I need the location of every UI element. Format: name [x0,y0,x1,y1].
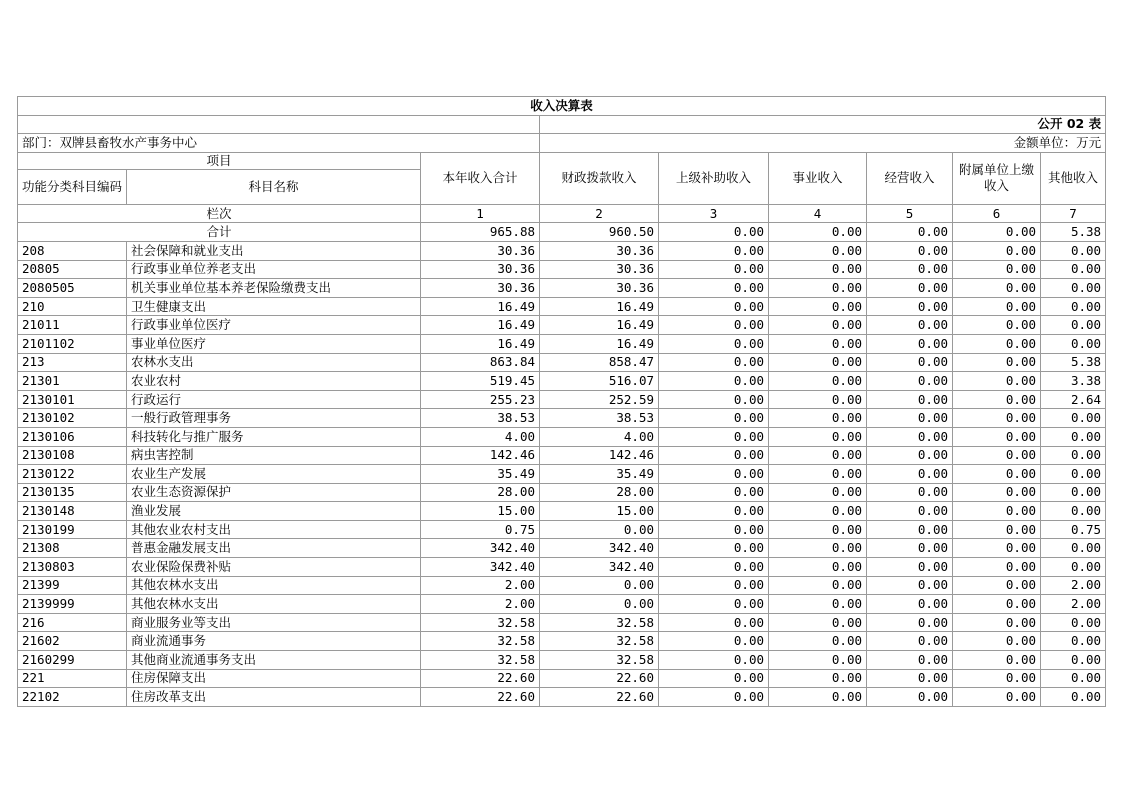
row-name: 农林水支出 [127,353,421,372]
row-value: 0.00 [867,669,953,688]
row-value: 0.00 [659,390,769,409]
row-value: 0.00 [953,279,1041,298]
row-name: 商业流通事务 [127,632,421,651]
row-value: 0.00 [1041,409,1106,428]
row-value: 0.00 [1041,260,1106,279]
row-value: 35.49 [540,465,659,484]
row-value: 2.64 [1041,390,1106,409]
row-value: 0.00 [953,465,1041,484]
row-code: 2130122 [18,465,127,484]
header-operating: 经营收入 [867,152,953,204]
row-value: 0.00 [867,502,953,521]
row-value: 0.00 [1041,651,1106,670]
row-value: 32.58 [421,651,540,670]
row-value: 519.45 [421,372,540,391]
row-value: 0.00 [867,297,953,316]
column-number: 6 [953,204,1041,223]
row-value: 0.00 [659,297,769,316]
row-value: 2.00 [1041,595,1106,614]
total-value: 965.88 [421,223,540,242]
column-number: 7 [1041,204,1106,223]
row-value: 30.36 [540,260,659,279]
row-value: 0.00 [953,241,1041,260]
row-value: 0.00 [1041,483,1106,502]
header-total: 本年收入合计 [421,152,540,204]
row-value: 0.00 [659,688,769,707]
header-name: 科目名称 [127,169,421,204]
row-code: 221 [18,669,127,688]
row-value: 0.00 [769,241,867,260]
row-value: 0.00 [769,688,867,707]
row-value: 0.00 [867,520,953,539]
row-value: 0.00 [867,409,953,428]
row-value: 0.00 [1041,465,1106,484]
row-value: 16.49 [540,316,659,335]
row-value: 0.00 [540,595,659,614]
row-name: 事业单位医疗 [127,334,421,353]
table-row [18,576,1106,595]
total-label: 合计 [18,223,421,242]
row-value: 0.00 [867,576,953,595]
row-value: 0.00 [867,651,953,670]
row-value: 0.00 [953,372,1041,391]
row-value: 0.00 [953,688,1041,707]
total-value: 5.38 [1041,223,1106,242]
table-row [18,334,1106,353]
row-value: 38.53 [540,409,659,428]
row-name: 住房改革支出 [127,688,421,707]
row-value: 0.00 [867,595,953,614]
row-code: 210 [18,297,127,316]
table-row [18,539,1106,558]
row-value: 0.00 [769,613,867,632]
row-value: 0.00 [769,558,867,577]
row-value: 16.49 [421,316,540,335]
row-value: 0.00 [867,446,953,465]
row-name: 其他农林水支出 [127,576,421,595]
row-name: 一般行政管理事务 [127,409,421,428]
row-value: 0.00 [769,632,867,651]
row-value: 30.36 [421,241,540,260]
table-row [18,688,1106,707]
row-value: 0.00 [769,334,867,353]
row-code: 2130803 [18,558,127,577]
row-value: 32.58 [540,632,659,651]
row-value: 142.46 [421,446,540,465]
row-name: 普惠金融发展支出 [127,539,421,558]
row-value: 0.00 [953,427,1041,446]
data-rows [18,241,1106,706]
row-value: 0.00 [540,520,659,539]
row-value: 0.00 [769,409,867,428]
row-value: 32.58 [540,651,659,670]
total-row [18,223,1106,242]
row-name: 社会保障和就业支出 [127,241,421,260]
header-other: 其他收入 [1041,152,1106,204]
row-value: 0.00 [953,353,1041,372]
total-value: 960.50 [540,223,659,242]
table-row [18,316,1106,335]
table-row [18,669,1106,688]
row-value: 0.75 [1041,520,1106,539]
total-value: 0.00 [867,223,953,242]
amount-unit: 金额单位：万元 [540,134,1106,153]
row-name: 农业保险保费补贴 [127,558,421,577]
row-name: 机关事业单位基本养老保险缴费支出 [127,279,421,298]
row-name: 住房保障支出 [127,669,421,688]
row-value: 0.00 [659,279,769,298]
row-value: 15.00 [421,502,540,521]
row-value: 863.84 [421,353,540,372]
row-value: 0.00 [769,465,867,484]
department-label: 部门：双牌县畜牧水产事务中心 [18,134,540,153]
column-number: 1 [421,204,540,223]
row-code: 213 [18,353,127,372]
row-value: 0.00 [659,595,769,614]
row-value: 0.00 [867,316,953,335]
row-code: 21301 [18,372,127,391]
row-value: 0.00 [659,632,769,651]
row-value: 0.00 [769,483,867,502]
row-name: 农业农村 [127,372,421,391]
row-value: 0.00 [769,390,867,409]
table-row [18,446,1106,465]
row-code: 2130148 [18,502,127,521]
row-value: 0.00 [867,465,953,484]
header-fiscal: 财政拨款收入 [540,152,659,204]
total-value: 0.00 [659,223,769,242]
row-code: 2130108 [18,446,127,465]
row-value: 0.00 [867,613,953,632]
row-value: 22.60 [421,688,540,707]
row-value: 0.00 [659,353,769,372]
row-value: 32.58 [421,613,540,632]
row-value: 16.49 [540,334,659,353]
row-value: 32.58 [540,613,659,632]
row-value: 0.00 [1041,297,1106,316]
row-value: 0.00 [1041,613,1106,632]
row-value: 0.00 [659,260,769,279]
row-value: 0.00 [659,334,769,353]
row-value: 0.00 [867,558,953,577]
row-value: 0.00 [867,279,953,298]
row-value: 0.00 [659,241,769,260]
row-value: 0.00 [867,353,953,372]
row-value: 0.00 [867,390,953,409]
row-value: 0.00 [867,334,953,353]
table-row [18,353,1106,372]
row-value: 0.00 [769,502,867,521]
form-number: 公开 02 表 [540,115,1106,134]
row-name: 科技转化与推广服务 [127,427,421,446]
row-value: 4.00 [421,427,540,446]
row-value: 0.00 [659,483,769,502]
row-value: 0.00 [1041,241,1106,260]
row-value: 0.00 [1041,669,1106,688]
row-value: 2.00 [421,595,540,614]
row-value: 0.00 [659,502,769,521]
row-value: 516.07 [540,372,659,391]
row-value: 0.00 [953,483,1041,502]
row-name: 行政运行 [127,390,421,409]
row-code: 2130199 [18,520,127,539]
table-row [18,483,1106,502]
row-value: 0.00 [867,483,953,502]
row-code: 2101102 [18,334,127,353]
row-value: 16.49 [421,297,540,316]
row-value: 0.00 [953,297,1041,316]
row-value: 4.00 [540,427,659,446]
row-value: 28.00 [421,483,540,502]
row-value: 0.00 [867,372,953,391]
row-code: 20805 [18,260,127,279]
row-value: 0.00 [659,669,769,688]
row-value: 342.40 [421,539,540,558]
row-value: 0.00 [867,632,953,651]
row-name: 其他农林水支出 [127,595,421,614]
header-superior: 上级补助收入 [659,152,769,204]
row-value: 0.00 [769,539,867,558]
row-name: 渔业发展 [127,502,421,521]
column-number: 3 [659,204,769,223]
table-row [18,279,1106,298]
row-value: 0.00 [659,446,769,465]
row-value: 30.36 [421,260,540,279]
table-row [18,465,1106,484]
row-value: 0.00 [659,372,769,391]
row-value: 0.75 [421,520,540,539]
table-row [18,260,1106,279]
row-code: 21399 [18,576,127,595]
row-value: 0.00 [540,576,659,595]
row-name: 其他商业流通事务支出 [127,651,421,670]
row-code: 21011 [18,316,127,335]
table-title: 收入决算表 [18,97,1106,116]
row-value: 142.46 [540,446,659,465]
row-name: 行政事业单位医疗 [127,316,421,335]
row-value: 28.00 [540,483,659,502]
header-affiliated: 附属单位上缴收入 [953,152,1041,204]
row-value: 32.58 [421,632,540,651]
row-value: 0.00 [769,279,867,298]
row-value: 0.00 [953,409,1041,428]
row-value: 0.00 [953,502,1041,521]
row-value: 0.00 [953,260,1041,279]
row-code: 21602 [18,632,127,651]
row-value: 0.00 [1041,427,1106,446]
row-value: 0.00 [659,427,769,446]
row-value: 22.60 [540,669,659,688]
row-value: 0.00 [769,446,867,465]
row-value: 0.00 [1041,334,1106,353]
row-value: 0.00 [953,651,1041,670]
row-value: 0.00 [769,576,867,595]
row-value: 35.49 [421,465,540,484]
table-row [18,372,1106,391]
row-code: 21308 [18,539,127,558]
row-value: 0.00 [1041,688,1106,707]
row-value: 342.40 [540,539,659,558]
row-code: 2130106 [18,427,127,446]
row-value: 0.00 [769,297,867,316]
row-value: 0.00 [953,558,1041,577]
row-value: 0.00 [769,669,867,688]
row-value: 0.00 [659,520,769,539]
table-row [18,427,1106,446]
row-code: 2130101 [18,390,127,409]
table-row [18,297,1106,316]
table-row [18,241,1106,260]
row-value: 38.53 [421,409,540,428]
row-value: 0.00 [659,316,769,335]
row-value: 342.40 [540,558,659,577]
row-code: 2080505 [18,279,127,298]
table-row [18,520,1106,539]
row-value: 342.40 [421,558,540,577]
table-row [18,409,1106,428]
row-value: 0.00 [659,539,769,558]
income-final-account-table [17,96,1106,707]
row-value: 0.00 [769,260,867,279]
table-row [18,613,1106,632]
row-value: 0.00 [1041,446,1106,465]
table-row [18,632,1106,651]
header-project: 项目 [18,152,421,169]
row-name: 病虫害控制 [127,446,421,465]
total-value: 0.00 [953,223,1041,242]
row-code: 2130135 [18,483,127,502]
row-value: 16.49 [421,334,540,353]
row-value: 0.00 [953,520,1041,539]
row-value: 30.36 [540,241,659,260]
row-value: 0.00 [953,576,1041,595]
row-code: 2160299 [18,651,127,670]
table-row [18,651,1106,670]
header-code: 功能分类科目编码 [18,169,127,204]
row-value: 0.00 [1041,558,1106,577]
row-value: 255.23 [421,390,540,409]
row-value: 30.36 [421,279,540,298]
row-name: 农业生产发展 [127,465,421,484]
row-value: 0.00 [953,334,1041,353]
column-number: 4 [769,204,867,223]
row-value: 2.00 [421,576,540,595]
row-value: 0.00 [659,558,769,577]
row-name: 行政事业单位养老支出 [127,260,421,279]
row-value: 0.00 [953,390,1041,409]
column-number-label: 栏次 [18,204,421,223]
row-value: 0.00 [953,669,1041,688]
row-value: 0.00 [953,613,1041,632]
row-code: 2139999 [18,595,127,614]
row-value: 0.00 [867,688,953,707]
table-row [18,390,1106,409]
row-value: 0.00 [1041,502,1106,521]
row-value: 0.00 [953,539,1041,558]
row-value: 858.47 [540,353,659,372]
row-value: 0.00 [659,465,769,484]
row-value: 0.00 [867,241,953,260]
row-value: 0.00 [769,372,867,391]
table-row [18,558,1106,577]
header-business: 事业收入 [769,152,867,204]
row-value: 3.38 [1041,372,1106,391]
row-value: 0.00 [1041,279,1106,298]
row-value: 0.00 [769,316,867,335]
row-value: 0.00 [953,446,1041,465]
row-name: 农业生态资源保护 [127,483,421,502]
row-value: 0.00 [1041,539,1106,558]
row-value: 30.36 [540,279,659,298]
row-value: 252.59 [540,390,659,409]
column-number: 5 [867,204,953,223]
row-value: 0.00 [659,409,769,428]
row-name: 卫生健康支出 [127,297,421,316]
row-code: 208 [18,241,127,260]
row-code: 216 [18,613,127,632]
row-value: 0.00 [769,520,867,539]
row-value: 0.00 [659,651,769,670]
table-row [18,595,1106,614]
row-value: 0.00 [867,427,953,446]
row-value: 0.00 [953,632,1041,651]
row-code: 22102 [18,688,127,707]
row-value: 0.00 [769,595,867,614]
table-row [18,502,1106,521]
row-value: 0.00 [769,651,867,670]
row-value: 15.00 [540,502,659,521]
row-value: 0.00 [867,260,953,279]
row-value: 0.00 [1041,632,1106,651]
row-value: 0.00 [769,427,867,446]
row-value: 0.00 [953,316,1041,335]
column-number: 2 [540,204,659,223]
row-value: 0.00 [953,595,1041,614]
row-value: 16.49 [540,297,659,316]
row-name: 商业服务业等支出 [127,613,421,632]
row-value: 0.00 [659,576,769,595]
row-value: 22.60 [540,688,659,707]
row-value: 0.00 [867,539,953,558]
row-value: 0.00 [659,613,769,632]
row-value: 5.38 [1041,353,1106,372]
row-value: 0.00 [769,353,867,372]
row-value: 2.00 [1041,576,1106,595]
total-value: 0.00 [769,223,867,242]
row-name: 其他农业农村支出 [127,520,421,539]
row-value: 22.60 [421,669,540,688]
row-code: 2130102 [18,409,127,428]
row-value: 0.00 [1041,316,1106,335]
